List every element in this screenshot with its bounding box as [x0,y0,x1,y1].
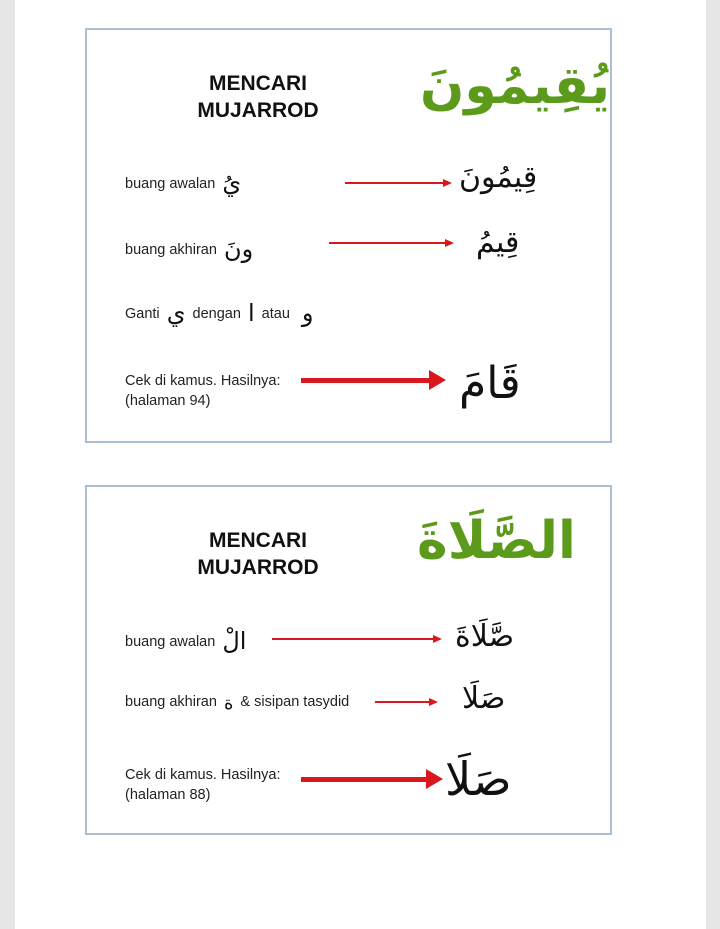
arabic-fragment: ونَ [223,235,254,263]
step-text: buang akhiran [125,242,217,258]
step-check-dictionary [125,371,281,411]
page-edge-left [0,0,15,929]
page-reference: (halaman 94) [125,393,211,409]
result-word: قَامَ [459,358,521,409]
step-text: buang awalan [125,176,216,192]
mujarrod-card-ashsholah [85,485,612,835]
step-text: Cek di kamus. Hasilnya: [125,767,281,783]
step-text: dengan [192,306,241,322]
step-text: buang awalan [125,634,216,650]
arabic-fragment: يُ [222,169,242,197]
arabic-fragment: الْ [222,627,247,655]
result-word: قِيمُونَ [459,160,538,195]
title-line-1: MENCARI [209,529,307,552]
step-text: Cek di kamus. Hasilnya: [125,373,281,389]
mujarrod-card-yuqimuna [85,28,612,443]
arabic-fragment: ي [166,299,186,327]
step-text: buang akhiran [125,694,217,710]
page-edge-right [706,0,720,929]
step-remove-suffix-tasydid [125,692,349,714]
arabic-fragment: ا [247,299,255,327]
title-line-1: MENCARI [209,72,307,95]
step-remove-suffix [125,235,256,263]
step-text: atau [261,306,290,322]
card-title [183,70,333,124]
arabic-word: يُقِيمُونَ [420,56,611,116]
step-replace [125,299,317,327]
result-word: قِيمُ [476,225,520,260]
result-word: صَلَا [462,681,506,716]
step-remove-prefix [125,627,249,655]
step-remove-prefix [125,169,244,197]
result-word: صَّلَاةَ [455,619,515,654]
result-word: صَلَا [445,752,512,806]
step-check-dictionary [125,765,281,805]
page-reference: (halaman 88) [125,787,211,803]
arabic-word: الصَّلَاةَ [417,511,576,571]
arabic-fragment: ة [223,693,234,714]
title-line-2: MUJARROD [197,556,319,579]
step-text: & sisipan tasydid [240,694,350,710]
arabic-fragment: و [301,299,314,327]
title-line-2: MUJARROD [197,99,319,122]
card-title [183,527,333,581]
step-text: Ganti [125,306,160,322]
